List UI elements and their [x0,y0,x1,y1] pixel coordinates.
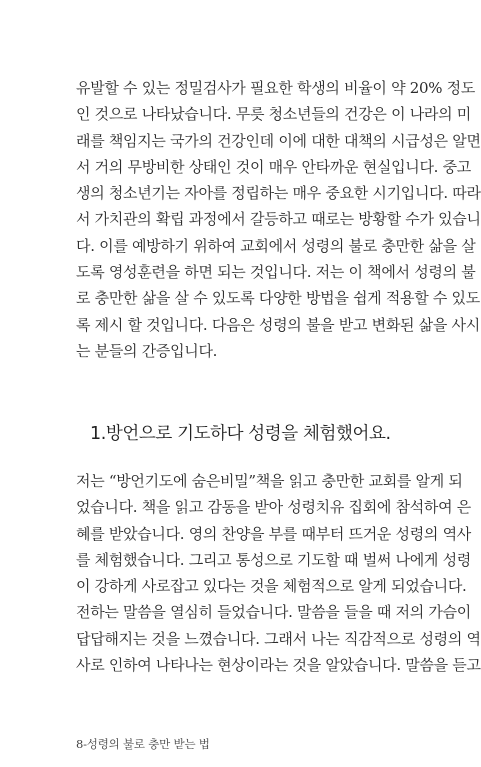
text-line: 도록 영성훈련을 하면 되는 것입니다. 저는 이 책에서 성령의 불 [76,263,476,282]
text-line: 로 충만한 삶을 살 수 있도록 다양한 방법을 쉽게 적용할 수 있도 [76,289,480,308]
text-line: 었습니다. 책을 읽고 감동을 받아 성령치유 집회에 참석하여 은 [76,498,471,517]
text-line: 를 체험했습니다. 그리고 통성으로 기도할 때 벌써 나에게 성령 [76,550,471,569]
text-line: 유발할 수 있는 정밀검사가 필요한 학생의 비율이 약 20% 정도 [76,79,476,97]
text-line: 사로 인하여 나타나는 현상이라는 것을 알았습니다. 말씀을 듣고 [76,656,481,675]
text-line: 서 거의 무방비한 상태인 것이 매우 안타까운 현실입니다. 중고 [76,157,471,176]
text-line: 생의 청소년기는 자아를 정립하는 매우 중요한 시기입니다. 따라 [76,184,481,203]
section-heading: 1.방언으로 기도하다 성령을 체험했어요. [90,424,391,444]
text-line: 인 것으로 나타났습니다. 무릇 청소년들의 건강은 이 나라의 미 [76,105,471,124]
text-line: 저는 “방언기도에 숨은비밀”책을 읽고 충만한 교회를 알게 되 [76,472,463,490]
text-line: 래를 책임지는 국가의 건강인데 이에 대한 대책의 시급성은 알면 [76,131,481,150]
body-paragraph-1 [76,75,481,364]
text-line: 전하는 말씀을 열심히 들었습니다. 말씀을 들을 때 저의 가슴이 [76,603,471,622]
body-paragraph-2 [76,468,481,678]
text-line: 는 분들의 간증입니다. [76,341,218,360]
text-line: 다. 이를 예방하기 위하여 교회에서 성령의 불로 충만한 삶을 살 [76,236,476,255]
text-line: 답답해지는 것을 느꼈습니다. 그래서 나는 직감적으로 성령의 역 [76,629,481,648]
text-line: 록 제시 할 것입니다. 다음은 성령의 불을 받고 변화된 삶을 사시 [76,315,480,334]
text-line: 혜를 받았습니다. 영의 찬양을 부를 때부터 뜨거운 성령의 역사 [76,524,471,543]
page-footer: 8-성령의 불로 충만 받는 법 [76,737,210,751]
text-line: 이 강하게 사로잡고 있다는 것을 체험적으로 알게 되었습니다. [76,577,467,596]
text-line: 서 가치관의 확립 과정에서 갈등하고 때로는 방황할 수가 있습니 [76,210,481,229]
